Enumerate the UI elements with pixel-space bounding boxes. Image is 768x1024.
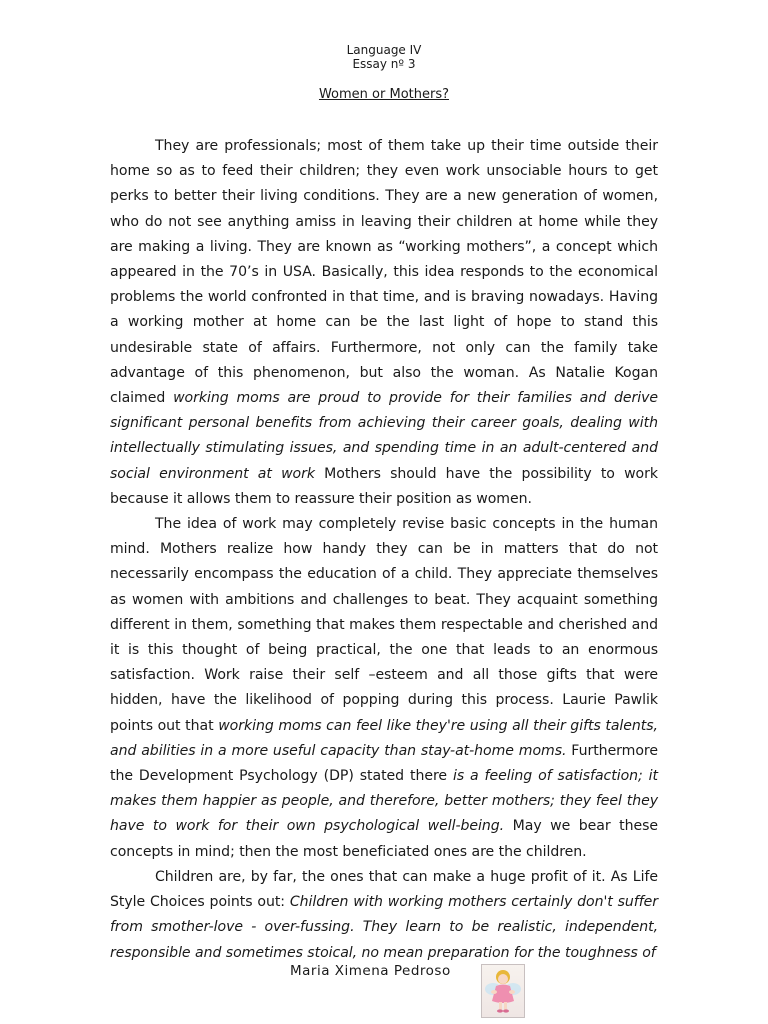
body-text-segment: Children are, by far, the ones that can make a huge profit of it. As Life Style Choices points out: bbox=[110, 868, 658, 911]
quoted-text: working moms can feel like they're using all their gifts talents, and abilities in a more useful capacity than stay-at-home moms. bbox=[110, 717, 658, 759]
essay-body bbox=[110, 134, 658, 966]
quoted-text: Children with working mothers certainly don't suffer from smother-love - over-fussing. They learn to be realistic, independent, responsible and sometimes stoical, no mean preparation for the toughness of bbox=[110, 894, 658, 961]
body-text-segment: They are professionals; most of them take up their time outside their home so as to feed their children; they even work unsociable hours to get perks to better their living conditions. They are a new generation of women, who do not see anything amiss in leaving their children at home while they are making a living. They are known as “working mothers”, a concept which appeared in the 70’s in USA. Basically, this idea responds to the economical problems the world confronted in that time, and is braving nowadays. Having a working mother at home can be the last light of hope to stand this undesirable state of affairs. Furthermore, not only can the family take advantage of this phenomenon, but also the woman. As Natalie Kogan claimed bbox=[110, 138, 658, 407]
course-name: Language IV bbox=[346, 43, 422, 57]
author-name: Maria Ximena Pedroso bbox=[290, 963, 451, 979]
paragraph-2 bbox=[110, 512, 658, 865]
essay-number: Essay nº 3 bbox=[352, 57, 416, 71]
paragraph-1 bbox=[110, 134, 658, 512]
quoted-text: working moms are proud to provide for their families and derive significant personal benefits from achieving their career goals, dealing with intellectually stimulating issues, and spending time in an adult-centered and social environment at work bbox=[110, 390, 658, 482]
essay-title: Women or Mothers? bbox=[318, 87, 450, 102]
fairy-illustration-icon bbox=[481, 964, 525, 1018]
quoted-text: is a feeling of satisfaction; it makes them happier as people, and therefore, better mothers; they feel they have to work for their own psychological well-being. bbox=[110, 768, 659, 835]
body-text-segment: The idea of work may completely revise basic concepts in the human mind. Mothers realize how handy they can be in matters that do not necessarily encompass the education of a child. They appreciate themselves as women with ambitions and challenges to beat. They acquaint something different in them, something that makes them respectable and cherished and it is this thought of being practical, the one that leads to an enormous satisfaction. Work raise their self –esteem and all those gifts that were hidden, have the likelihood of popping during this process. Laurie Pawlik points out that bbox=[110, 516, 658, 734]
body-text-segment: Mothers should have the possibility to work because it allows them to reassure their position as women. bbox=[110, 465, 658, 507]
body-text-segment: Furthermore the Development Psychology (DP) stated there bbox=[110, 742, 658, 785]
body-text-segment: May we bear these concepts in mind; then the most beneficiated ones are the children. bbox=[110, 818, 659, 860]
fairy-illustration-svg bbox=[482, 965, 524, 1017]
paragraph-3 bbox=[110, 865, 658, 966]
